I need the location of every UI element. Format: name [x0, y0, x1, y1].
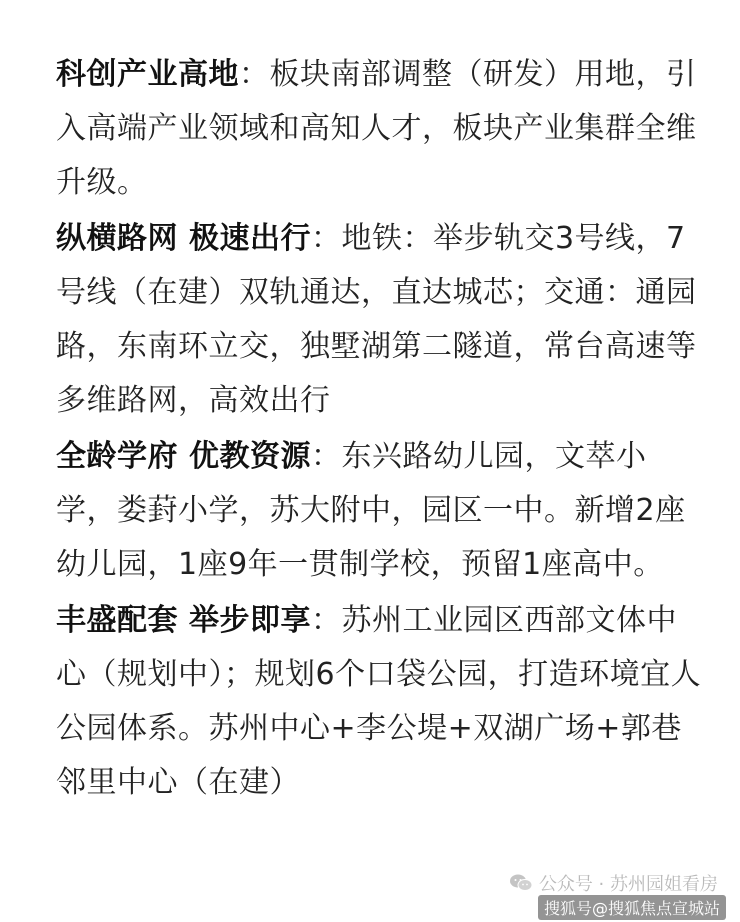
- section-heading: 全龄学府 优教资源: [56, 439, 311, 474]
- section-amenities: [56, 594, 706, 810]
- section-transport: [56, 212, 706, 428]
- watermark-text: 公众号 · 苏州园姐看房: [538, 874, 718, 895]
- section-text: ：地铁：举步轨交3号线，7号线（在建）双轨通达，直达城芯；交通：通园路，东南环立交，独墅湖第二隧道，常台高速等多维路网，高效出行: [56, 221, 697, 418]
- section-text: ：苏州工业园区西部文体中心（规划中）；规划6个口袋公园，打造环境宜人公园体系。苏州中心+李公堤+双湖广场+郭巷邻里中心（在建）: [56, 603, 702, 800]
- wechat-icon: [509, 873, 533, 893]
- section-text: ：板块南部调整（研发）用地，引入高端产业领域和高知人才，板块产业集群全维升级。: [56, 57, 697, 200]
- account-watermark: [509, 870, 718, 896]
- source-corner-mark: 搜狐号@搜狐焦点宣城站: [538, 895, 726, 920]
- section-heading: 科创产业高地: [56, 57, 239, 92]
- section-heading: 纵横路网 极速出行: [56, 221, 311, 256]
- section-text: ：东兴路幼儿园，文萃小学，娄葑小学，苏大附中，园区一中。新增2座幼儿园，1座9年一贯制学校，预留1座高中。: [56, 439, 686, 582]
- section-heading: 丰盛配套 举步即享: [56, 603, 311, 638]
- section-tech-industry: [56, 48, 706, 210]
- section-education: [56, 430, 706, 592]
- article-body: [56, 48, 706, 812]
